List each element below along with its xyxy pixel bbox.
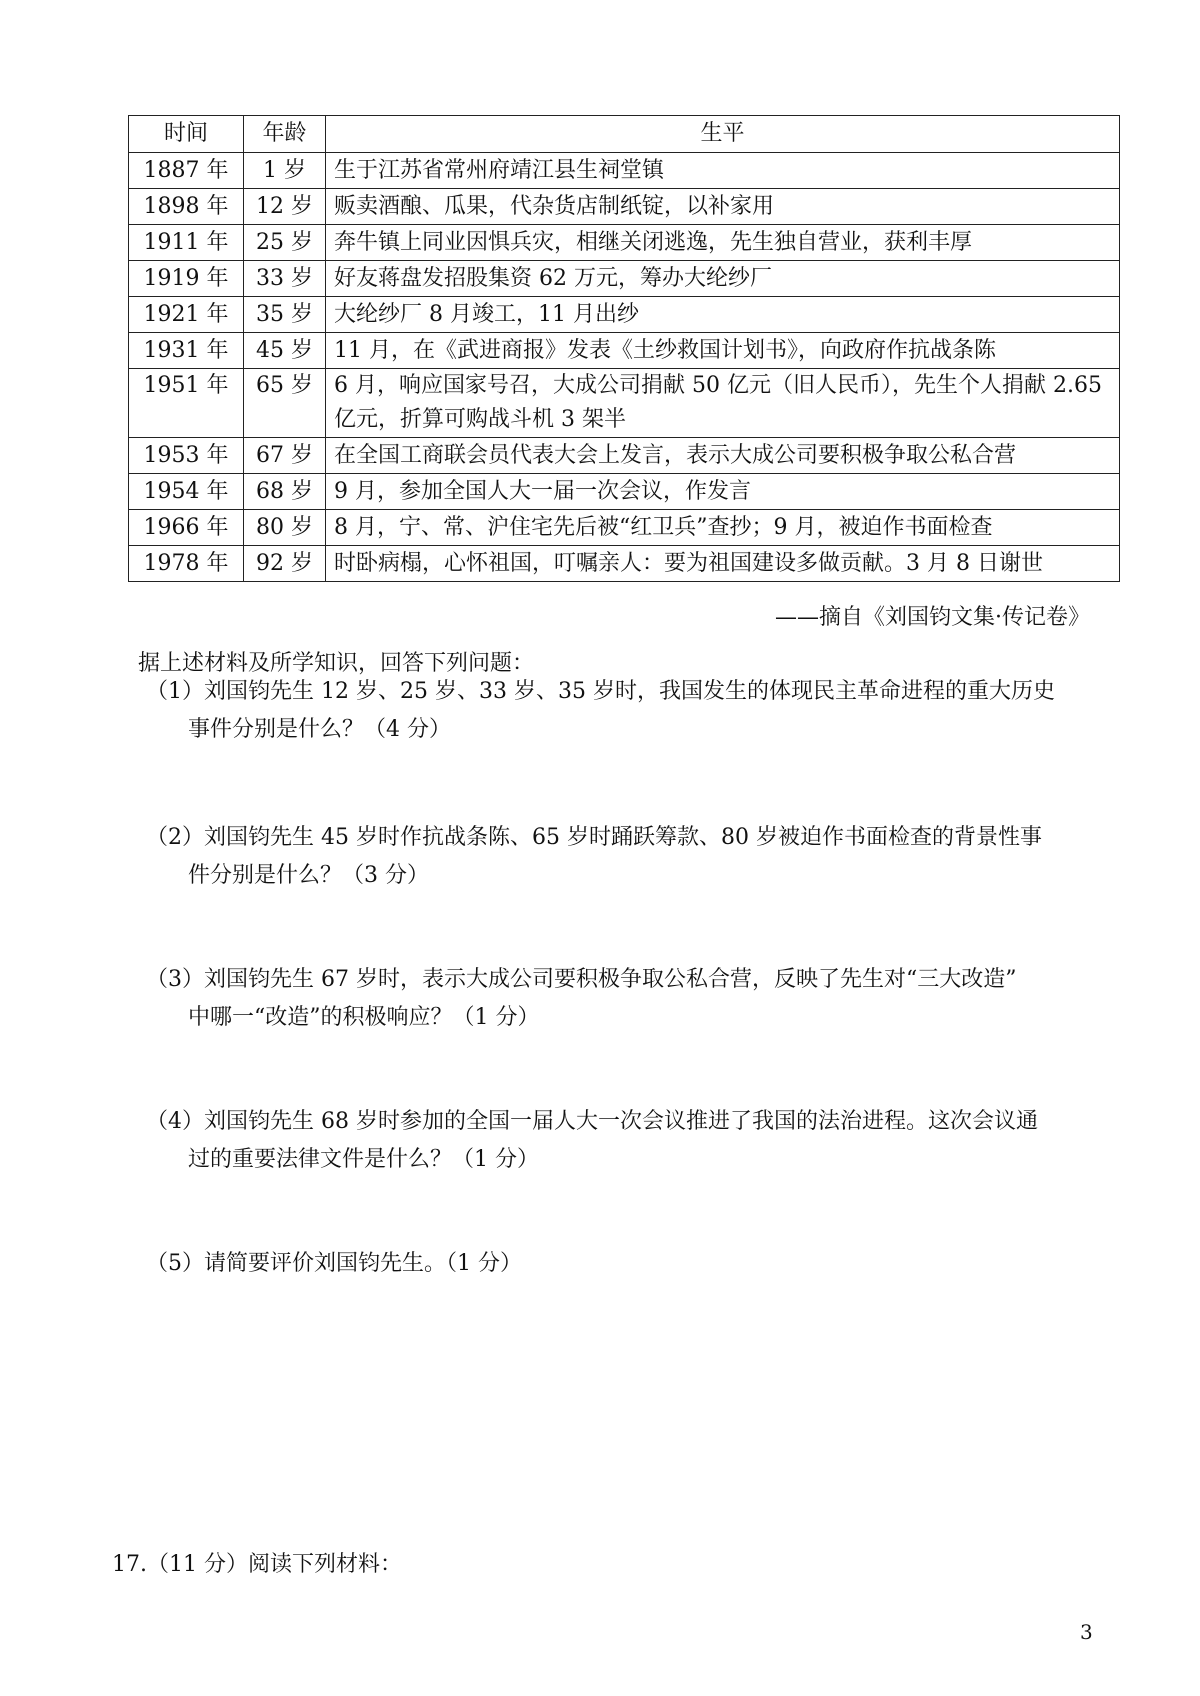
- header-life: 生平: [326, 116, 1120, 153]
- cell-age: 80 岁: [244, 510, 326, 546]
- table-row: [129, 153, 1120, 189]
- question-text-line1: 刘国钧先生 12 岁、25 岁、33 岁、35 岁时，我国发生的体现民主革命进程的重大历史: [204, 679, 1055, 704]
- cell-event: 8 月，宁、常、沪住宅先后被“红卫兵”查抄；9 月，被迫作书面检查: [326, 510, 1120, 546]
- cell-year: 1951 年: [129, 369, 244, 438]
- cell-year: 1931 年: [129, 333, 244, 369]
- question-number: （2）: [146, 825, 204, 850]
- cell-age: 67 岁: [244, 438, 326, 474]
- cell-event: 大纶纱厂 8 月竣工，11 月出纱: [326, 297, 1120, 333]
- cell-age: 33 岁: [244, 261, 326, 297]
- cell-event: 生于江苏省常州府靖江县生祠堂镇: [326, 153, 1120, 189]
- question-5: [146, 1245, 1106, 1283]
- table-row: [129, 333, 1120, 369]
- table-row: [129, 261, 1120, 297]
- cell-event: 贩卖酒酿、瓜果，代杂货店制纸锭，以补家用: [326, 189, 1120, 225]
- cell-event: 6 月，响应国家号召，大成公司捐献 50 亿元（旧人民币），先生个人捐献 2.65 亿元，折算可购战斗机 3 架半: [326, 369, 1120, 438]
- table-row: [129, 369, 1120, 438]
- cell-year: 1887 年: [129, 153, 244, 189]
- header-age: 年龄: [244, 116, 326, 153]
- cell-year: 1898 年: [129, 189, 244, 225]
- cell-year: 1978 年: [129, 546, 244, 582]
- cell-age: 25 岁: [244, 225, 326, 261]
- cell-age: 35 岁: [244, 297, 326, 333]
- biography-table: [128, 115, 1120, 582]
- cell-year: 1966 年: [129, 510, 244, 546]
- question-text-line2: 中哪一“改造”的积极响应？（1 分）: [188, 1005, 540, 1030]
- cell-age: 45 岁: [244, 333, 326, 369]
- cell-event: 奔牛镇上同业因惧兵灾，相继关闭逃逸，先生独自营业，获利丰厚: [326, 225, 1120, 261]
- question-intro: 据上述材料及所学知识，回答下列问题：: [138, 651, 535, 676]
- cell-age: 92 岁: [244, 546, 326, 582]
- cell-year: 1954 年: [129, 474, 244, 510]
- question-number: （5）: [146, 1251, 204, 1276]
- table-header-row: [129, 116, 1120, 153]
- question-text-line1: 刘国钧先生 67 岁时，表示大成公司要积极争取公私合营，反映了先生对“三大改造”: [204, 967, 1017, 992]
- page-number: 3: [1080, 1620, 1093, 1644]
- cell-age: 12 岁: [244, 189, 326, 225]
- table-row: [129, 297, 1120, 333]
- question-number: （1）: [146, 679, 204, 704]
- cell-year: 1921 年: [129, 297, 244, 333]
- cell-event: 11 月，在《武进商报》发表《土纱救国计划书》，向政府作抗战条陈: [326, 333, 1120, 369]
- question-2: [146, 819, 1106, 895]
- cell-age: 1 岁: [244, 153, 326, 189]
- table-row: [129, 474, 1120, 510]
- question-4: [146, 1103, 1106, 1179]
- table-row: [129, 225, 1120, 261]
- table-row: [129, 546, 1120, 582]
- table-row: [129, 189, 1120, 225]
- cell-event: 好友蒋盘发招股集资 62 万元，筹办大纶纱厂: [326, 261, 1120, 297]
- question-text-line2: 过的重要法律文件是什么？（1 分）: [188, 1147, 539, 1172]
- question-text-line1: 刘国钧先生 45 岁时作抗战条陈、65 岁时踊跃筹款、80 岁被迫作书面检查的背景性事: [204, 825, 1042, 850]
- table-row: [129, 438, 1120, 474]
- cell-year: 1953 年: [129, 438, 244, 474]
- table-row: [129, 510, 1120, 546]
- cell-event: 时卧病榻，心怀祖国，叮嘱亲人：要为祖国建设多做贡献。3 月 8 日谢世: [326, 546, 1120, 582]
- source-citation: ——摘自《刘国钧文集·传记卷》: [775, 605, 1090, 630]
- question-number: （3）: [146, 967, 204, 992]
- cell-year: 1911 年: [129, 225, 244, 261]
- cell-age: 65 岁: [244, 369, 326, 438]
- question-text-line2: 件分别是什么？（3 分）: [188, 863, 429, 888]
- cell-event: 在全国工商联会员代表大会上发言，表示大成公司要积极争取公私合营: [326, 438, 1120, 474]
- question-3: [146, 961, 1106, 1037]
- question-text-line2: 事件分别是什么？（4 分）: [188, 717, 451, 742]
- question-number: （4）: [146, 1109, 204, 1134]
- question-1: [146, 673, 1106, 749]
- cell-year: 1919 年: [129, 261, 244, 297]
- question-text-line1: 请简要评价刘国钧先生。（1 分）: [204, 1251, 522, 1276]
- header-time: 时间: [129, 116, 244, 153]
- next-section-heading: 17.（11 分）阅读下列材料：: [112, 1552, 402, 1577]
- question-text-line1: 刘国钧先生 68 岁时参加的全国一届人大一次会议推进了我国的法治进程。这次会议通: [204, 1109, 1038, 1134]
- cell-event: 9 月，参加全国人大一届一次会议，作发言: [326, 474, 1120, 510]
- cell-age: 68 岁: [244, 474, 326, 510]
